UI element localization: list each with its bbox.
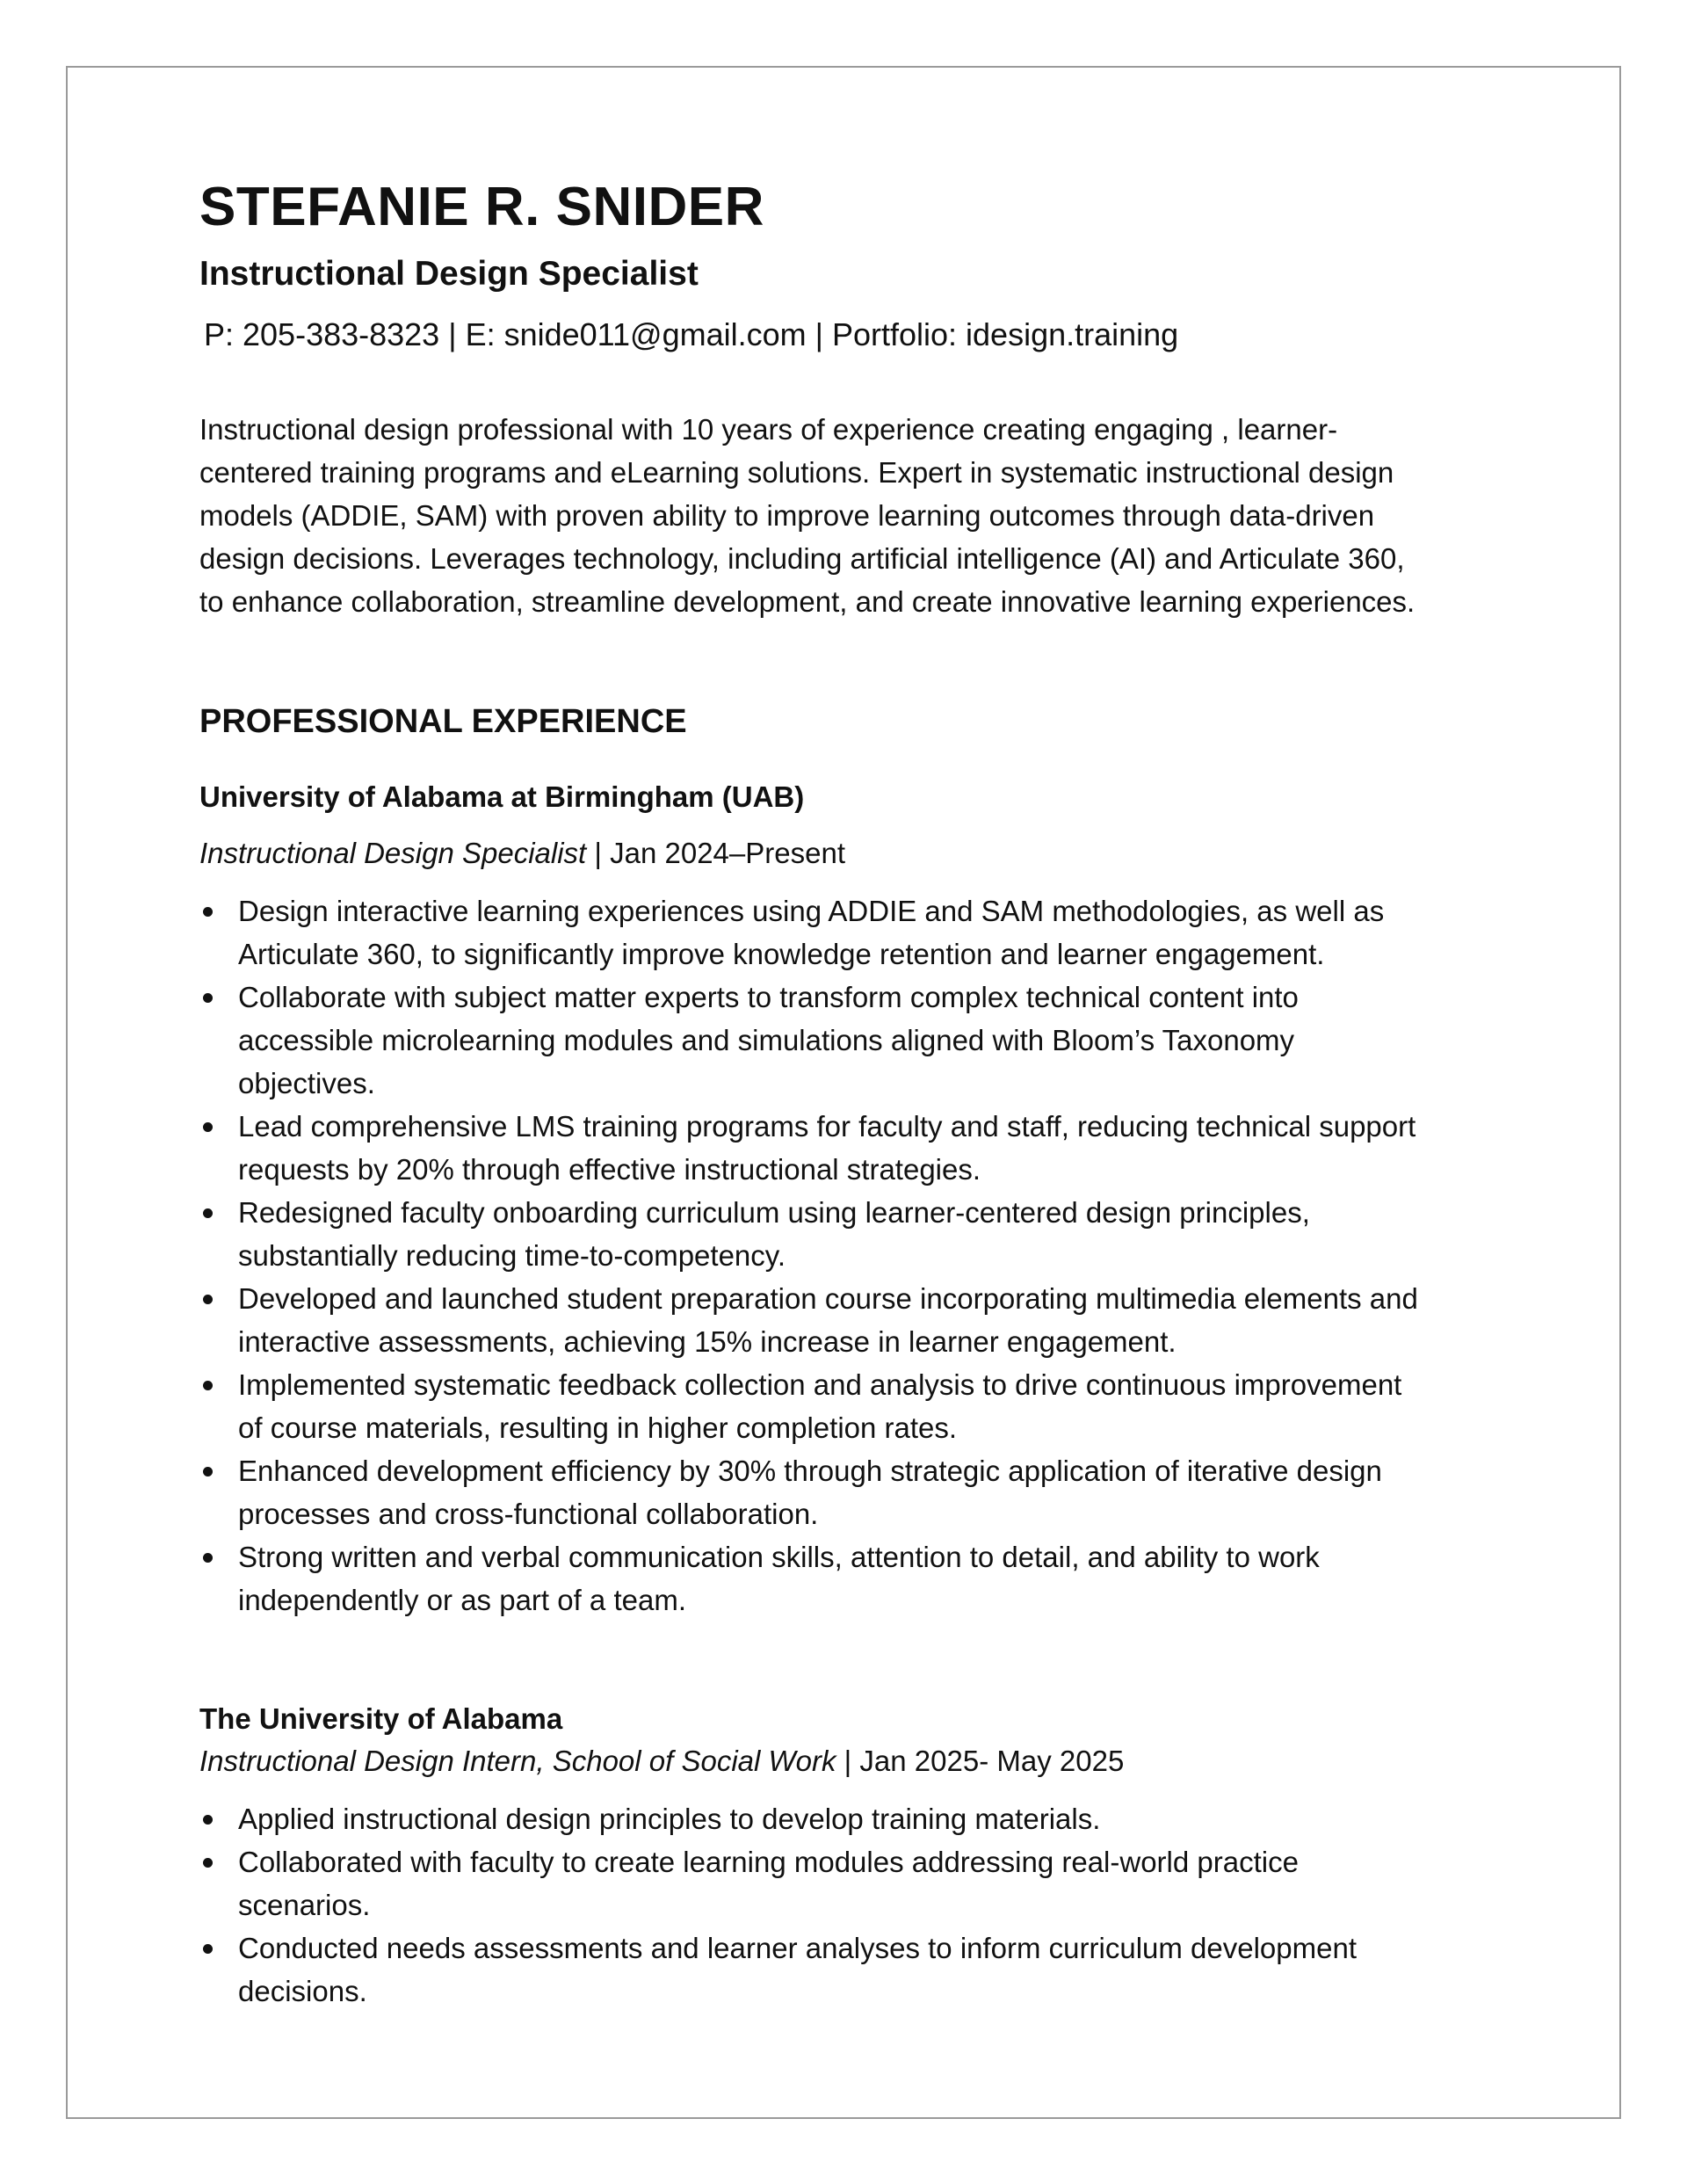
bullet-icon: [203, 1381, 213, 1390]
bullet-text-line: Collaborated with faculty to create learning modules addressing real-world practice: [238, 1846, 1299, 1878]
summary-line: to enhance collaboration, streamline development, and create innovative learning experiences.: [199, 585, 1415, 618]
bullet-text-line: Conducted needs assessments and learner analyses to inform curriculum development: [238, 1932, 1357, 1964]
bullet-item: [199, 889, 1418, 976]
bullet-icon: [203, 907, 213, 917]
summary-line: models (ADDIE, SAM) with proven ability to improve learning outcomes through data-driven: [199, 499, 1375, 532]
candidate-name: STEFANIE R. SNIDER: [199, 177, 764, 237]
bullet-icon: [203, 1467, 213, 1477]
bullet-text-line: Implemented systematic feedback collection and analysis to drive continuous improvement: [238, 1368, 1402, 1401]
bullet-text-line: Strong written and verbal communication skills, attention to detail, and ability to work: [238, 1541, 1320, 1573]
job-2: [199, 1702, 1357, 2013]
job-1: [199, 780, 1418, 1622]
summary-line: design decisions. Leverages technology, including artificial intelligence (AI) and Articulate 360,: [199, 542, 1405, 575]
bullet-icon: [203, 1858, 213, 1868]
bullet-icon: [203, 1815, 213, 1825]
bullet-text-line: Design interactive learning experiences using ADDIE and SAM methodologies, as well as: [238, 895, 1385, 927]
bullet-text-line: interactive assessments, achieving 15% increase in learner engagement.: [238, 1325, 1177, 1358]
bullet-text-line: independently or as part of a team.: [238, 1584, 686, 1616]
bullet-text-line: accessible microlearning modules and simulations aligned with Bloom’s Taxonomy: [238, 1024, 1295, 1056]
bullet-text-line: Applied instructional design principles to develop training materials.: [238, 1803, 1101, 1835]
bullet-text-line: processes and cross-functional collaboration.: [238, 1498, 819, 1530]
bullet-text-line: Articulate 360, to significantly improve knowledge retention and learner engagement.: [238, 938, 1325, 970]
bullet-icon: [203, 1122, 213, 1132]
bullet-item: [199, 1449, 1418, 1535]
bullet-item: [199, 1105, 1418, 1191]
bullet-text-line: Developed and launched student preparation course incorporating multimedia elements and: [238, 1282, 1418, 1315]
bullet-text-line: Enhanced development efficiency by 30% through strategic application of iterative design: [238, 1455, 1382, 1487]
contact-info: P: 205-383-8323 | E: snide011@gmail.com | Portfolio: idesign.training: [204, 316, 1179, 352]
bullet-text-line: scenarios.: [238, 1889, 371, 1921]
summary: [199, 408, 1415, 623]
bullet-item: [199, 976, 1418, 1105]
job-role-line: [199, 837, 1418, 870]
bullet-icon: [203, 1295, 213, 1304]
job-bullets: [199, 889, 1418, 1622]
bullet-item: [199, 1277, 1418, 1363]
bullet-text-line: of course materials, resulting in higher completion rates.: [238, 1411, 958, 1444]
bullet-item: [199, 1363, 1418, 1449]
job-company: University of Alabama at Birmingham (UAB): [199, 780, 805, 813]
bullet-item: [199, 1535, 1418, 1622]
bullet-icon: [203, 993, 213, 1003]
bullet-item: [199, 1840, 1357, 1926]
summary-line: centered training programs and eLearning solutions. Expert in systematic instructional design: [199, 456, 1394, 489]
bullet-item: [199, 1926, 1357, 2013]
bullet-text-line: Lead comprehensive LMS training programs for faculty and staff, reducing technical support: [238, 1110, 1416, 1143]
bullet-text-line: requests by 20% through effective instructional strategies.: [238, 1153, 981, 1186]
job-role-line: [199, 1745, 1357, 1778]
section-heading-experience: PROFESSIONAL EXPERIENCE: [199, 703, 687, 740]
bullet-icon: [203, 1208, 213, 1218]
job-company: The University of Alabama: [199, 1702, 563, 1735]
bullet-icon: [203, 1944, 213, 1954]
job-role: Instructional Design Intern, School of Social Work: [199, 1745, 836, 1777]
bullet-icon: [203, 1553, 213, 1563]
job-bullets: [199, 1797, 1357, 2013]
candidate-title: Instructional Design Specialist: [199, 255, 699, 293]
bullet-text-line: Redesigned faculty onboarding curriculum using learner-centered design principles,: [238, 1196, 1310, 1229]
bullet-item: [199, 1797, 1357, 1840]
bullet-text-line: objectives.: [238, 1067, 375, 1099]
job-dates: | Jan 2024–Present: [586, 837, 845, 869]
bullet-item: [199, 1191, 1418, 1277]
bullet-text-line: Collaborate with subject matter experts to transform complex technical content into: [238, 981, 1299, 1013]
summary-line: Instructional design professional with 10 years of experience creating engaging , learner-: [199, 413, 1338, 446]
job-role: Instructional Design Specialist: [199, 837, 587, 869]
bullet-text-line: decisions.: [238, 1975, 367, 2007]
job-dates: | Jan 2025- May 2025: [836, 1745, 1125, 1777]
bullet-text-line: substantially reducing time-to-competency.: [238, 1239, 786, 1272]
